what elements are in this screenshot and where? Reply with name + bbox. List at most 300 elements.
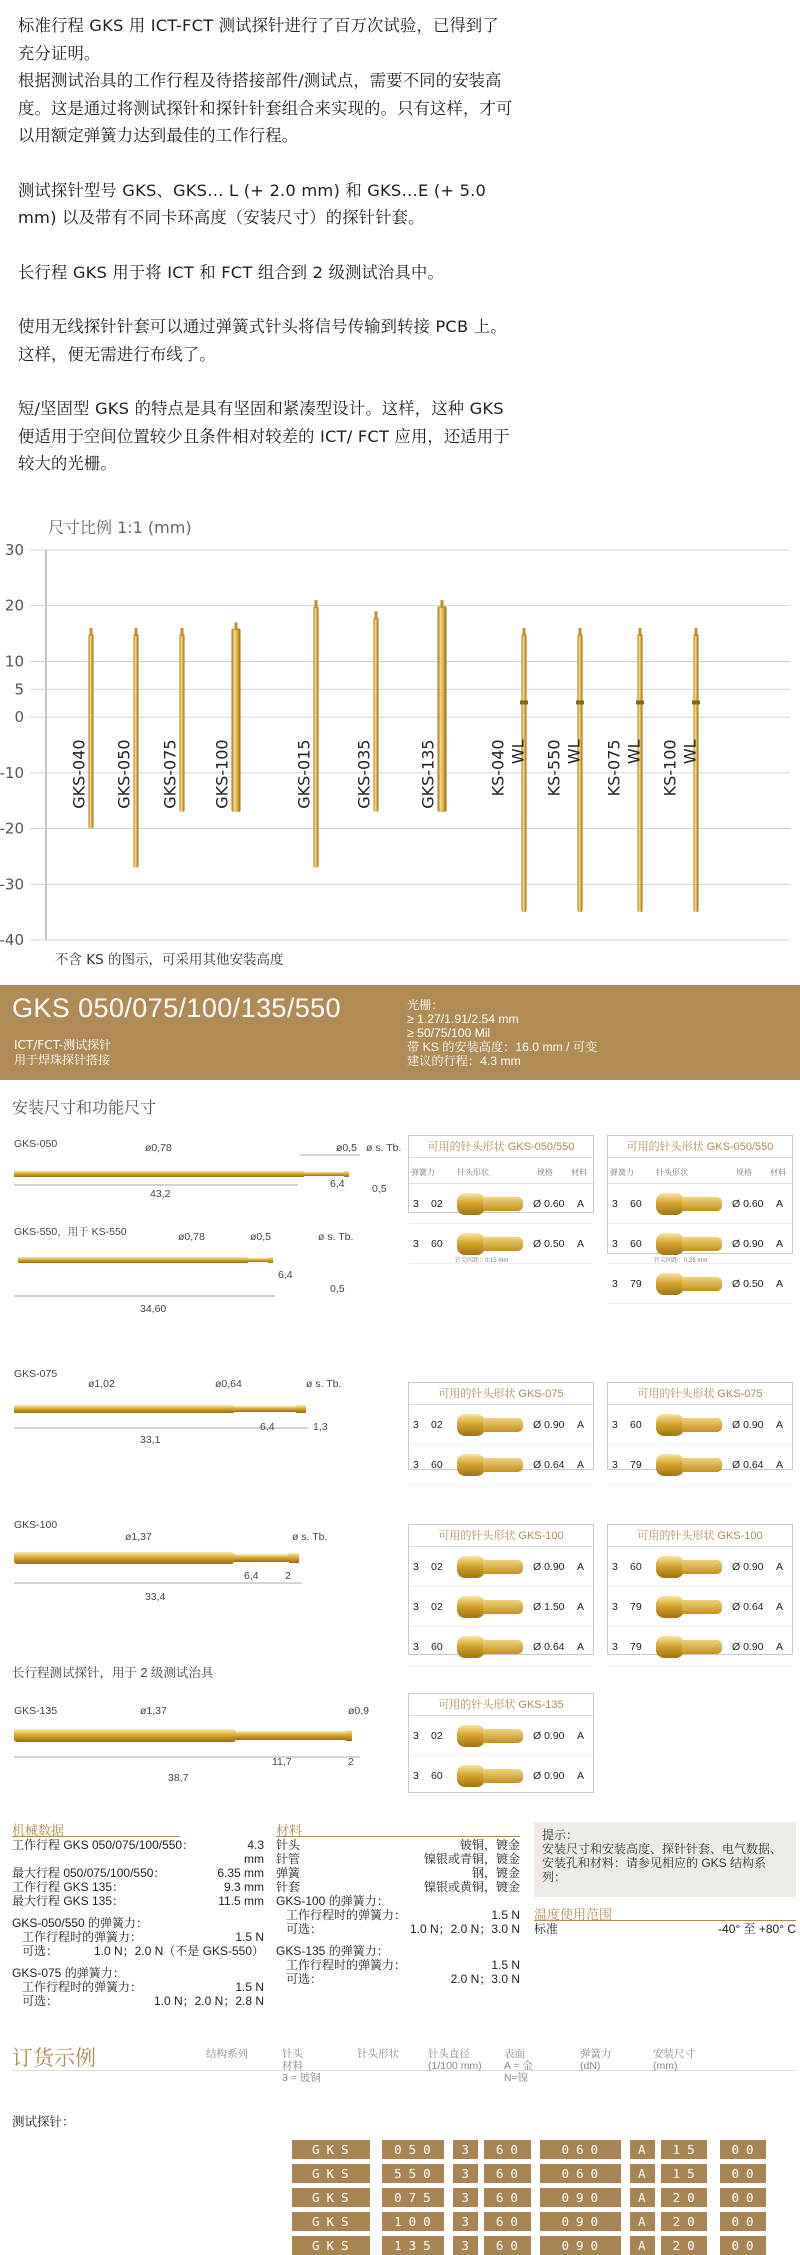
long-stroke-note: 长行程测试探针，用于 2 级测试治具 <box>12 1666 214 1680</box>
spec-stroke: 建议的行程：4.3 mm <box>407 1054 521 1068</box>
tip-code: 60 <box>431 1459 443 1471</box>
tip-table-row <box>608 1587 792 1627</box>
mech-line: 可选： <box>22 1944 59 1958</box>
mat-value: 1.0 N；2.0 N；3.0 N <box>409 1922 520 1936</box>
dim-d2: ø0,64 <box>215 1378 242 1390</box>
order-code-cell: 3 <box>453 2140 478 2159</box>
probe-collar <box>692 700 700 704</box>
probe-label: GKS-015 <box>294 739 314 809</box>
tip-diameter: Ø 0.64 <box>732 1459 764 1471</box>
tip-material: A <box>577 1770 585 1782</box>
tip-shaft-icon <box>483 1458 523 1472</box>
tip-material: A <box>577 1601 585 1613</box>
tip-diameter: Ø 0.50 <box>732 1278 764 1290</box>
tip-table-t1 <box>408 1135 594 1264</box>
tip-shape-icon <box>656 1596 684 1618</box>
tip-diameter: Ø 0.90 <box>533 1561 565 1573</box>
tip-shape-icon <box>656 1273 684 1295</box>
probe-label: GKS-035 <box>354 739 374 809</box>
order-code-cell: 00 <box>720 2140 767 2159</box>
mat-value: 镍银或青铜，镀金 <box>423 1852 520 1866</box>
tip-material: A <box>776 1238 784 1250</box>
probe-tip <box>315 600 318 608</box>
tip-shaft-icon <box>483 1237 523 1251</box>
dim-l2: 6,4 <box>278 1269 293 1281</box>
y-tick-label: 0 <box>14 708 24 727</box>
probe-bar-gks-135 <box>438 606 447 812</box>
temp-data <box>534 1922 796 1936</box>
tip-spring: 3 <box>413 1730 419 1742</box>
tip-shaft-icon <box>483 1600 523 1614</box>
mech-spring-title: GKS-050/550 的弹簧力： <box>12 1916 149 1930</box>
tip-material: A <box>577 1730 585 1742</box>
dim-d1: ø1,02 <box>88 1378 115 1390</box>
tip-table-header <box>608 1158 792 1184</box>
y-tick-label: -40 <box>0 931 24 949</box>
probe-tip <box>375 611 378 619</box>
tip-material: A <box>577 1561 585 1573</box>
tip-diameter: Ø 0.64 <box>533 1641 565 1653</box>
tip-code: 60 <box>431 1770 443 1782</box>
order-code-cell: GKS <box>292 2236 370 2255</box>
tip-diameter: Ø 0.90 <box>732 1419 764 1431</box>
probe-tip <box>441 600 444 608</box>
order-title: 订货示例 <box>12 2046 96 2070</box>
dim-d1: ø0,78 <box>145 1142 172 1154</box>
tip-table-header <box>409 1158 593 1184</box>
dim-l1: 34,60 <box>140 1303 167 1315</box>
tip-material: A <box>776 1278 784 1290</box>
probe-bar-ks-550-wl <box>578 634 583 912</box>
order-code-cell: 3 <box>453 2212 478 2231</box>
tip-table-t3 <box>408 1382 594 1470</box>
order-code-cell: GKS <box>292 2140 370 2159</box>
hint-box <box>534 1822 796 1897</box>
dim-d3: ø s. Tb. <box>292 1531 328 1543</box>
probe-collar <box>636 700 644 704</box>
dim-l2: 11,7 <box>272 1756 292 1768</box>
order-code-cell: 550 <box>382 2164 444 2183</box>
spec-install-height: 带 KS 的安装高度：16.0 mm / 可变 <box>407 1040 598 1054</box>
material-data <box>276 1838 520 1986</box>
tip-shaft-icon <box>483 1197 523 1211</box>
tip-diameter: Ø 0.90 <box>732 1561 764 1573</box>
dim-d1: ø1,37 <box>125 1531 152 1543</box>
probe-label: KS-100 <box>660 739 680 797</box>
tip-shape-icon <box>457 1556 485 1578</box>
order-code-cell: 20 <box>661 2188 708 2207</box>
tip-table-row <box>409 1445 593 1485</box>
dim-d2: ø0,5 <box>250 1231 272 1243</box>
order-header-install: 安装尺寸 (mm) <box>653 2048 695 2072</box>
order-header-material: 针头 材料 3 = 铍铜 <box>282 2048 321 2084</box>
tip-material: A <box>577 1419 585 1431</box>
tip-table-col-header: 规格 <box>537 1168 553 1177</box>
mech-line: 工作行程时的弹簧力： <box>22 1980 143 1994</box>
tip-shaft-icon <box>682 1640 722 1654</box>
intro-text <box>18 12 513 496</box>
tip-shaft-icon <box>682 1560 722 1574</box>
tip-spring: 3 <box>612 1198 618 1210</box>
order-code-cell: 60 <box>484 2140 531 2159</box>
tip-table-row <box>608 1627 792 1667</box>
order-code-cell: 3 <box>453 2164 478 2183</box>
spec-grid-mil: ≥ 50/75/100 Mil <box>407 1026 491 1040</box>
intro-paragraph-6: 短/坚固型 GKS 的特点是具有坚固和紧凑型设计。这样，这种 GKS 便适用于空间位置较少且条件相对较差的 ICT/ FCT 应用，还适用于较大的光栅。 <box>18 399 510 473</box>
tip-table-col-header: 针头形状 <box>457 1168 489 1177</box>
order-header-diameter: 针头直径 (1/100 mm) <box>428 2048 482 2072</box>
probe-tip <box>639 628 642 636</box>
tip-spring: 3 <box>413 1238 419 1250</box>
probe-tip <box>135 628 138 636</box>
tip-table-title: 可用的针头形状 GKS-075 <box>608 1383 792 1405</box>
intro-paragraph-5: 使用无线探针针套可以通过弹簧式针头将信号传输到转接 PCB 上。这样，便无需进行布线了。 <box>18 317 507 364</box>
mech-spring-title: GKS-075 的弹簧力： <box>12 1966 125 1980</box>
tip-table-title: 可用的针头形状 GKS-135 <box>409 1694 593 1716</box>
order-code-cell: 00 <box>720 2212 767 2231</box>
probe-bar-ks-075-wl <box>638 634 643 912</box>
order-code-cell: 060 <box>540 2164 621 2183</box>
dim-d3: ø s. Tb. <box>306 1378 342 1390</box>
mat-label: 针管 <box>276 1852 301 1866</box>
y-tick-label: 20 <box>4 596 24 615</box>
tip-table-title: 可用的针头形状 GKS-050/550 <box>409 1136 593 1158</box>
drawing-gks-100 <box>14 1552 299 1564</box>
order-header-series: 结构系列 <box>206 2048 248 2060</box>
probe-label: GKS-135 <box>418 739 438 809</box>
drawing-gks-075 <box>14 1405 306 1413</box>
order-code-cell: 00 <box>720 2236 767 2255</box>
tip-diameter: Ø 0.64 <box>533 1459 565 1471</box>
tip-table-t5 <box>408 1524 594 1655</box>
probe-tip <box>695 628 698 636</box>
dim-d2: ø0,5 <box>336 1142 358 1154</box>
order-code-cell: A <box>630 2164 655 2183</box>
temp-value: -40° 至 +80° C <box>718 1922 796 1936</box>
mech-data <box>12 1838 264 2008</box>
product-banner <box>0 985 800 1080</box>
tip-shape-icon <box>457 1725 485 1747</box>
tip-spring: 3 <box>612 1278 618 1290</box>
probe-label: WL <box>624 739 644 765</box>
probe-bar-gks-100 <box>232 628 241 811</box>
product-title: GKS 050/075/100/135/550 <box>12 993 341 1023</box>
tip-diameter: Ø 0.64 <box>732 1601 764 1613</box>
tip-code: 02 <box>431 1561 443 1573</box>
tip-spring: 3 <box>413 1561 419 1573</box>
order-code-cell: GKS <box>292 2212 370 2231</box>
y-tick-label: -10 <box>0 763 24 782</box>
order-code-cell: 100 <box>382 2212 444 2231</box>
probe-collar <box>576 700 584 704</box>
dim-l1: 38,7 <box>168 1772 189 1784</box>
y-tick-label: -30 <box>0 875 24 894</box>
tip-table-t4 <box>607 1382 793 1470</box>
tip-diameter: Ø 0.50 <box>533 1238 565 1250</box>
probe-collar <box>520 700 528 704</box>
tip-table-row <box>608 1547 792 1587</box>
probe-label: KS-075 <box>604 739 624 797</box>
tip-table-row <box>409 1547 593 1587</box>
dim-l1: 33,4 <box>145 1591 166 1603</box>
tip-shaft-icon <box>483 1560 523 1574</box>
probe-label: KS-550 <box>544 739 564 797</box>
order-code-cell: GKS <box>292 2164 370 2183</box>
tip-shape-icon <box>457 1765 485 1787</box>
order-code-cell: 135 <box>382 2236 444 2255</box>
mat-value: 镍银或黄铜，镀金 <box>423 1880 520 1894</box>
probe-tip <box>235 622 238 630</box>
temp-label: 标准 <box>534 1922 559 1936</box>
order-code-cell: GKS <box>292 2188 370 2207</box>
dim-l3: 0,5 <box>372 1183 387 1195</box>
hint-title: 提示： <box>542 1828 579 1842</box>
y-tick-label: 30 <box>4 541 24 559</box>
tip-table-row <box>608 1184 792 1224</box>
mat-spring-title: GKS-135 的弹簧力： <box>276 1944 389 1958</box>
tip-table-row <box>409 1627 593 1667</box>
tip-shaft-icon <box>483 1418 523 1432</box>
tip-diameter: Ø 0.90 <box>732 1641 764 1653</box>
tip-diameter: Ø 0.90 <box>732 1238 764 1250</box>
tip-shaft-icon <box>682 1418 722 1432</box>
chart-title: 尺寸比例 1:1 (mm) <box>48 518 192 537</box>
tip-table-col-header: 针头形状 <box>656 1168 688 1177</box>
tip-code: 60 <box>630 1419 642 1431</box>
mech-line: 最大行程 GKS 135： <box>12 1894 125 1908</box>
tip-diameter: Ø 0.60 <box>732 1198 764 1210</box>
tip-code: 79 <box>630 1278 642 1290</box>
probe-bar-gks-015 <box>314 606 319 867</box>
tip-material: A <box>776 1198 784 1210</box>
order-header-shape: 针头形状 <box>357 2048 399 2060</box>
order-code-cell: 60 <box>484 2188 531 2207</box>
tip-distance-note: 针尖间距：0.25 mm <box>654 1258 708 1264</box>
mat-line: 可选： <box>286 1922 323 1936</box>
tip-material: A <box>776 1601 784 1613</box>
tip-code: 02 <box>431 1198 443 1210</box>
tip-shape-icon <box>656 1556 684 1578</box>
probe-bar-ks-040-wl <box>522 634 527 912</box>
mech-line: 可选： <box>22 1994 59 2008</box>
tip-shape-icon <box>656 1636 684 1658</box>
tip-table-title: 可用的针头形状 GKS-075 <box>409 1383 593 1405</box>
tip-spring: 3 <box>413 1770 419 1782</box>
mech-value: 1.0 N；2.0 N（不是 GKS-550） <box>93 1944 264 1958</box>
product-subtitle-2: 用于焊珠探针搭接 <box>14 1053 111 1067</box>
probe-bar-gks-075 <box>180 634 185 812</box>
mech-line: 工作行程时的弹簧力： <box>22 1930 143 1944</box>
material-title: 材料 <box>276 1823 303 1838</box>
tip-spring: 3 <box>413 1419 419 1431</box>
chart-note: 不含 KS 的图示，可采用其他安装高度 <box>55 952 284 968</box>
tip-code: 79 <box>630 1641 642 1653</box>
tip-shaft-icon <box>483 1729 523 1743</box>
tip-code: 79 <box>630 1601 642 1613</box>
order-code-cell: 00 <box>720 2164 767 2183</box>
tip-shape-icon <box>656 1454 684 1476</box>
product-specs <box>407 998 597 1068</box>
order-code-cell: 60 <box>484 2236 531 2255</box>
tip-table-row <box>608 1445 792 1485</box>
order-code-cell: A <box>630 2236 655 2255</box>
tip-material: A <box>776 1561 784 1573</box>
probe-bar-ks-100-wl <box>694 634 699 912</box>
tip-table-row <box>409 1184 593 1224</box>
tip-table-col-header: 弹簧力 <box>610 1168 634 1177</box>
order-code-cell: 15 <box>661 2140 708 2159</box>
probe-tip <box>579 628 582 636</box>
tip-shaft-icon <box>682 1600 722 1614</box>
temp-title: 温度使用范围 <box>534 1907 613 1922</box>
probe-label: KS-040 <box>488 739 508 797</box>
intro-paragraph-1: 标准行程 GKS 用 ICT-FCT 测试探针进行了百万次试验，已得到了充分证明。 <box>18 16 499 63</box>
dim-d3: ø0,9 <box>348 1705 370 1717</box>
probe-tip <box>181 628 184 636</box>
mat-value: 铍铜，镀金 <box>459 1838 520 1852</box>
tip-table-row <box>409 1756 593 1796</box>
tip-diameter: Ø 0.60 <box>533 1198 565 1210</box>
tip-spring: 3 <box>612 1459 618 1471</box>
tip-table-title: 可用的针头形状 GKS-100 <box>409 1525 593 1547</box>
mat-value: 钢，镀金 <box>471 1866 520 1880</box>
probe-label: GKS-075 <box>160 739 180 809</box>
dim-l3: 2 <box>285 1570 291 1582</box>
drawing-gks-050 <box>14 1171 349 1177</box>
order-code-cell: A <box>630 2140 655 2159</box>
mech-line: 最大行程 050/075/100/550： <box>12 1866 166 1880</box>
tip-code: 02 <box>431 1419 443 1431</box>
tip-code: 79 <box>630 1459 642 1471</box>
y-tick-label: 5 <box>14 680 24 699</box>
intro-paragraph-2: 根据测试治具的工作行程及待搭接部件/测试点，需要不同的安装高度。这是通过将测试探针和探针针套组合来实现的。只有这样，才可以用额定弹簧力达到最佳的工作行程。 <box>18 71 513 145</box>
tip-shaft-icon <box>483 1769 523 1783</box>
tip-table-col-header: 规格 <box>736 1168 752 1177</box>
tip-spring: 3 <box>612 1238 618 1250</box>
mech-title: 机械数据 <box>12 1823 65 1838</box>
order-code-cell: 20 <box>661 2236 708 2255</box>
order-code-cell: 3 <box>453 2188 478 2207</box>
tip-diameter: Ø 0.90 <box>533 1419 565 1431</box>
tip-table-col-header: 弹簧力 <box>411 1168 435 1177</box>
tip-table-row <box>409 1224 593 1264</box>
tip-table-row <box>409 1587 593 1627</box>
probe-bar-gks-050 <box>134 634 139 868</box>
dimension-drawings <box>0 1125 410 1825</box>
mat-label: 弹簧 <box>276 1866 301 1880</box>
drawing-label-gks-050: GKS-050 <box>14 1138 58 1150</box>
product-subtitle-1: ICT/FCT-测试探针 <box>14 1038 112 1052</box>
dim-d1: ø0,78 <box>178 1231 205 1243</box>
dim-l3: 1,3 <box>313 1421 328 1433</box>
tip-diameter: Ø 0.90 <box>533 1770 565 1782</box>
tip-shaft-icon <box>682 1277 722 1291</box>
tip-table-t6 <box>607 1524 793 1655</box>
tip-code: 02 <box>431 1601 443 1613</box>
tip-table-row <box>608 1264 792 1304</box>
tip-material: A <box>776 1459 784 1471</box>
section-title: 安装尺寸和功能尺寸 <box>12 1098 157 1117</box>
mat-label: 针套 <box>276 1880 301 1894</box>
probe-bar-gks-040 <box>89 634 94 829</box>
spec-grid-mm: ≥ 1.27/1.91/2.54 mm <box>407 1012 519 1026</box>
tip-shape-icon <box>656 1193 684 1215</box>
order-code-cell: A <box>630 2188 655 2207</box>
order-code-cell: A <box>630 2212 655 2231</box>
tip-shaft-icon <box>682 1197 722 1211</box>
tip-material: A <box>776 1419 784 1431</box>
tip-spring: 3 <box>413 1459 419 1471</box>
probe-bar-gks-035 <box>374 617 379 812</box>
tip-spring: 3 <box>612 1601 618 1613</box>
tip-material: A <box>577 1198 585 1210</box>
tip-material: A <box>776 1641 784 1653</box>
mech-line: 工作行程 GKS 050/075/100/550： <box>12 1838 195 1852</box>
tip-shape-icon <box>457 1233 485 1255</box>
tip-code: 60 <box>630 1198 642 1210</box>
drawing-label-gks-550: GKS-550，用于 KS-550 <box>14 1226 127 1238</box>
spec-grid-label: 光栅： <box>407 998 444 1012</box>
dim-l1: 33,1 <box>140 1434 161 1446</box>
mech-value: 1.5 N <box>235 1930 264 1944</box>
order-code-cell: 60 <box>484 2164 531 2183</box>
tip-spring: 3 <box>413 1198 419 1210</box>
order-code-cell: 090 <box>540 2188 621 2207</box>
tip-distance-note: 针尖间距：0.15 mm <box>455 1258 509 1264</box>
tip-table-row <box>608 1224 792 1264</box>
tip-table-t2 <box>607 1135 793 1290</box>
order-row-label: 测试探针： <box>12 2114 75 2129</box>
intro-paragraph-4: 长行程 GKS 用于将 ICT 和 FCT 组合到 2 级测试治具中。 <box>18 262 444 282</box>
tip-code: 60 <box>630 1238 642 1250</box>
dim-l2: 6,4 <box>330 1178 345 1190</box>
mat-value: 2.0 N；3.0 N <box>450 1972 520 1986</box>
mech-value: 1.5 N <box>235 1980 264 1994</box>
dim-d3: ø s. Tb. <box>366 1142 402 1154</box>
tip-shape-icon <box>656 1414 684 1436</box>
mat-spring-title: GKS-100 的弹簧力： <box>276 1894 389 1908</box>
mat-line: 可选： <box>286 1972 323 1986</box>
tip-code: 02 <box>431 1730 443 1742</box>
drawing-gks-550 <box>18 1257 273 1263</box>
intro-paragraph-3: 测试探针型号 GKS、GKS… L (+ 2.0 mm) 和 GKS…E (+ 5.0 mm) 以及带有不同卡环高度（安装尺寸）的探针针套。 <box>18 180 487 227</box>
probe-label: GKS-100 <box>212 739 232 809</box>
tip-shape-icon <box>457 1596 485 1618</box>
mat-value: 1.5 N <box>491 1958 520 1972</box>
order-code-cell: 3 <box>453 2236 478 2255</box>
tip-table-title: 可用的针头形状 GKS-050/550 <box>608 1136 792 1158</box>
probe-label: WL <box>564 739 584 765</box>
mat-label: 针头 <box>276 1838 301 1852</box>
mech-line: 工作行程 GKS 135： <box>12 1880 125 1894</box>
probe-label: GKS-040 <box>69 739 89 809</box>
dim-d3: ø s. Tb. <box>318 1231 354 1243</box>
order-code-cell: 060 <box>540 2140 621 2159</box>
tip-diameter: Ø 0.90 <box>533 1730 565 1742</box>
dim-l2: 6,4 <box>244 1570 259 1582</box>
dim-l1: 43,2 <box>150 1188 171 1200</box>
mat-line: 工作行程时的弹簧力： <box>286 1958 407 1972</box>
tip-spring: 3 <box>612 1641 618 1653</box>
tip-code: 60 <box>431 1641 443 1653</box>
order-code-cell: 090 <box>540 2236 621 2255</box>
tip-shape-icon <box>457 1636 485 1658</box>
tip-table-row <box>409 1716 593 1756</box>
dim-l3: 2 <box>348 1756 354 1768</box>
dim-d1: ø1,37 <box>140 1705 167 1717</box>
order-code-cell: 15 <box>661 2164 708 2183</box>
probe-label: GKS-050 <box>114 739 134 809</box>
